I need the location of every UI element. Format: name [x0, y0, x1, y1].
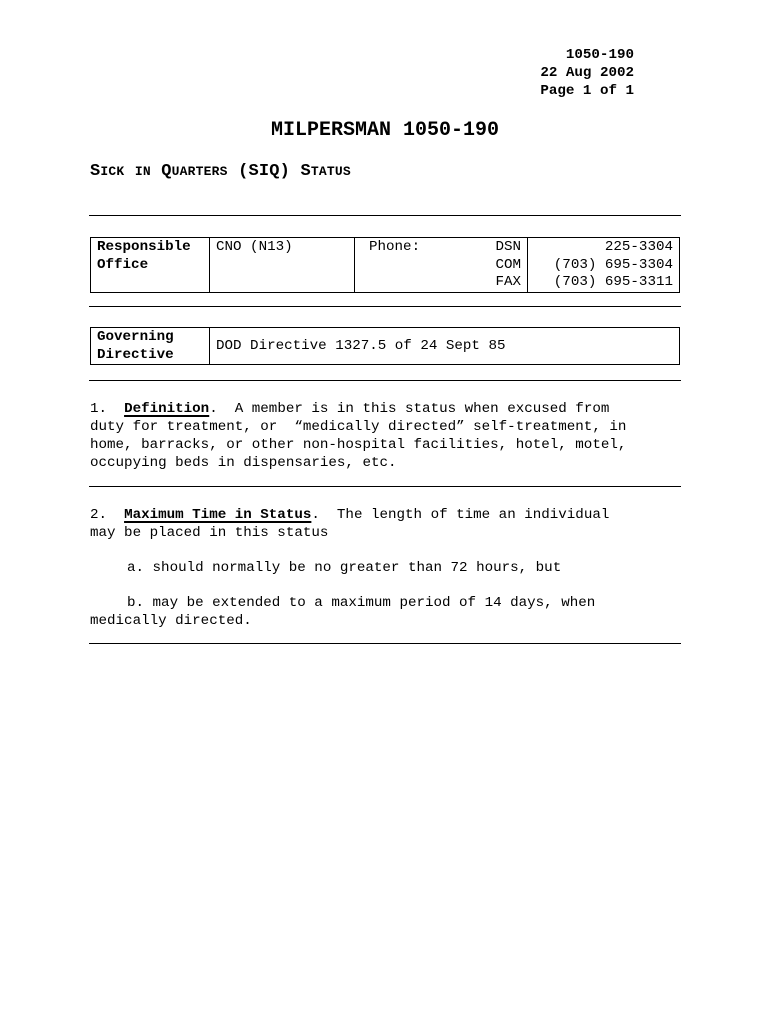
divider-rule: [89, 486, 681, 487]
divider-rule: [89, 380, 681, 381]
subtitle-smallcaps: UARTERS: [171, 164, 228, 179]
phone-cell: [355, 238, 528, 293]
subtitle-smallcaps: TATUS: [310, 164, 351, 179]
doc-date: 22 Aug 2002: [540, 65, 634, 81]
page-number: Page 1 of 1: [540, 83, 634, 99]
section-number: 1.: [90, 401, 108, 417]
document-header: [540, 46, 634, 100]
section-heading: Maximum Time in Status: [124, 507, 312, 523]
list-item: a. should normally be no greater than 72 hours, but: [127, 560, 562, 576]
subtitle-initial: S: [300, 162, 311, 181]
phone-types: DSN COM FAX: [495, 239, 521, 290]
list-item: b. may be extended to a maximum period of 14 days, when: [127, 595, 596, 611]
divider-rule: [89, 643, 681, 644]
subtitle-initial: S: [90, 162, 101, 181]
document-title: MILPERSMAN 1050-190: [270, 119, 500, 142]
divider-rule: [89, 215, 681, 216]
responsible-office-table: [90, 237, 680, 293]
governing-directive-table: [90, 327, 680, 365]
section-maximum-time: 2. Maximum Time in Status. The length of time an individual may be placed in this status a. should normally be no greater than 72 hours, but b. may be extended to a maximum period of 14 days, when medically directed.: [90, 506, 680, 630]
section-number: 2.: [90, 507, 108, 523]
divider-rule: [89, 306, 681, 307]
subtitle-smallcaps: IN: [134, 164, 151, 179]
subtitle-smallcaps: ICK: [100, 164, 125, 179]
doc-number: 1050-190: [565, 47, 634, 63]
document-subtitle: [90, 162, 351, 181]
subtitle-acronym: (SIQ): [238, 162, 291, 181]
phone-label: Phone:: [369, 239, 421, 255]
governing-directive-value: DOD Directive 1327.5 of 24 Sept 85: [210, 328, 680, 365]
office-code: CNO (N13): [210, 238, 355, 293]
section-definition: 1. Definition. A member is in this status when excused from duty for treatment, or “medically directed” self-treatment, in home, barracks, or other non-hospital facilities, hotel, motel, occupying beds in dispensaries, etc.: [90, 401, 627, 471]
responsible-office-label: Responsible Office: [91, 238, 210, 293]
phone-numbers: 225-3304 (703) 695-3304 (703) 695-3311: [528, 238, 680, 293]
governing-directive-label: Governing Directive: [91, 328, 210, 365]
section-heading: Definition: [124, 401, 210, 417]
subtitle-initial: Q: [161, 162, 172, 181]
